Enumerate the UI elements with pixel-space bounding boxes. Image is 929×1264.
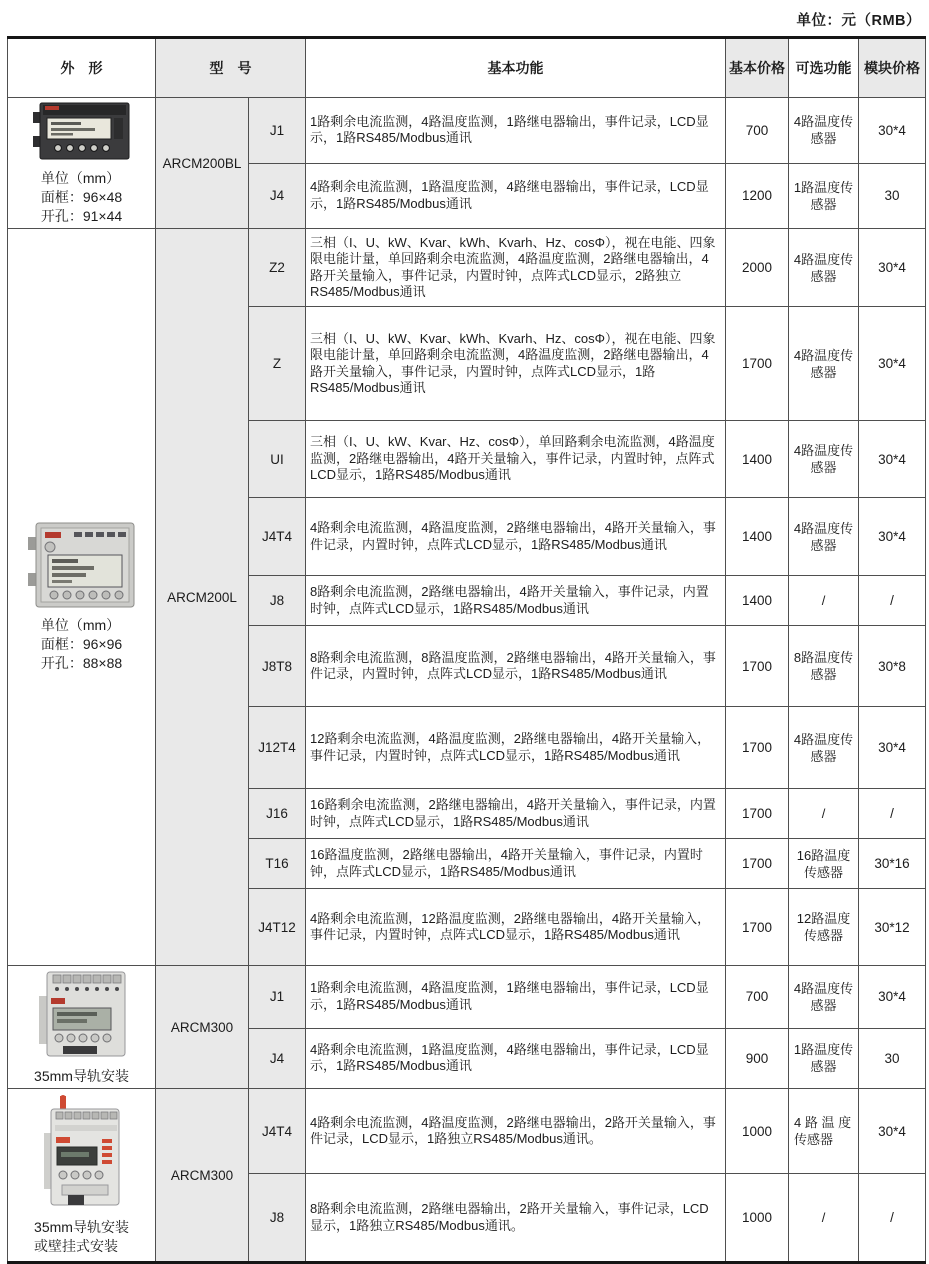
base-price-cell: 1700 [726, 307, 789, 421]
sub-model-cell: Z [249, 307, 306, 421]
base-price-cell: 1700 [726, 626, 789, 707]
table-row [8, 1089, 926, 1174]
header-optional: 可选功能 [789, 38, 859, 98]
module-price-cell: 30*4 [859, 1089, 926, 1174]
sub-model-cell: T16 [249, 839, 306, 889]
header-base-price: 基本价格 [726, 38, 789, 98]
functions-cell: 1路剩余电流监测，4路温度监测，1路继电器输出，事件记录，LCD显示，1路RS485/Modbus通讯 [306, 966, 726, 1029]
module-price-cell: 30 [859, 163, 926, 229]
sub-model-cell: J4 [249, 1028, 306, 1088]
optional-cell: / [789, 1174, 859, 1263]
table-row [8, 966, 926, 1029]
functions-cell: 16路剩余电流监测，2路继电器输出，4路开关量输入，事件记录，内置时钟，点阵式LCD显示，1路RS485/Modbus通讯 [306, 789, 726, 839]
table-row [8, 229, 926, 307]
module-price-cell: 30*4 [859, 307, 926, 421]
base-price-cell: 1700 [726, 707, 789, 789]
module-price-cell: 30*4 [859, 229, 926, 307]
functions-cell: 12路剩余电流监测，4路温度监测，2路继电器输出，4路开关量输入，事件记录，内置时钟，点阵式LCD显示，1路RS485/Modbus通讯 [306, 707, 726, 789]
optional-cell: 4路温度传感器 [789, 229, 859, 307]
header-module-price: 模块价格 [859, 38, 926, 98]
optional-cell: / [789, 576, 859, 626]
sub-model-cell: J4T12 [249, 889, 306, 966]
optional-cell: 4路温度传感器 [789, 421, 859, 498]
functions-cell: 8路剩余电流监测，2路继电器输出，2路开关量输入，事件记录，LCD显示，1路独立RS485/Modbus通讯。 [306, 1174, 726, 1263]
sub-model-cell: J8 [249, 1174, 306, 1263]
base-price-cell: 1700 [726, 839, 789, 889]
header-functions: 基本功能 [306, 38, 726, 98]
module-price-cell: 30*12 [859, 889, 926, 966]
module-price-cell: 30*8 [859, 626, 926, 707]
base-price-cell: 1700 [726, 789, 789, 839]
optional-cell: 12路温度传感器 [789, 889, 859, 966]
model-cell: ARCM200L [156, 229, 249, 966]
optional-cell: 16路温度传感器 [789, 839, 859, 889]
shape-caption: 单位（mm） 面框：96×48 开孔：91×44 [40, 170, 123, 224]
din-rail-module-antenna-image [38, 1095, 126, 1211]
functions-cell: 三相（I、U、kW、Kvar、Hz、cosΦ），单回路剩余电流监测，4路温度监测，2路继电器输出，4路开关量输入，事件记录，内置时钟，点阵式LCD显示，1路RS485/Modbus通讯 [306, 421, 726, 498]
base-price-cell: 2000 [726, 229, 789, 307]
base-price-cell: 1000 [726, 1174, 789, 1263]
model-cell: ARCM200BL [156, 98, 249, 229]
model-cell: ARCM300 [156, 966, 249, 1089]
panel-meter-horizontal-image [32, 100, 132, 162]
header-model: 型 号 [156, 38, 306, 98]
shape-cell [8, 1089, 156, 1263]
base-price-cell: 900 [726, 1028, 789, 1088]
module-price-cell: 30*4 [859, 966, 926, 1029]
shape-caption: 35mm导轨安装 [34, 1068, 129, 1084]
functions-cell: 8路剩余电流监测，8路温度监测，2路继电器输出，4路开关量输入，事件记录，内置时钟，点阵式LCD显示，1路RS485/Modbus通讯 [306, 626, 726, 707]
base-price-cell: 700 [726, 98, 789, 164]
base-price-cell: 1700 [726, 889, 789, 966]
base-price-cell: 1200 [726, 163, 789, 229]
din-rail-module-image [33, 968, 131, 1060]
optional-cell: 4 路 温 度 传感器 [789, 1089, 859, 1174]
module-price-cell: 30*4 [859, 707, 926, 789]
functions-cell: 三相（I、U、kW、Kvar、kWh、Kvarh、Hz、cosΦ），视在电能、四象限电能计量，单回路剩余电流监测，4路温度监测，2路继电器输出，4路开关量输入，事件记录，内置时钟，点阵式LCD显示，1路RS485/Modbus通讯 [306, 307, 726, 421]
module-price-cell: / [859, 576, 926, 626]
functions-cell: 4路剩余电流监测，4路温度监测，2路继电器输出，4路开关量输入，事件记录，内置时钟，点阵式LCD显示，1路RS485/Modbus通讯 [306, 498, 726, 576]
functions-cell: 1路剩余电流监测，4路温度监测，1路继电器输出，事件记录，LCD显示，1路RS485/Modbus通讯 [306, 98, 726, 164]
sub-model-cell: J16 [249, 789, 306, 839]
module-price-cell: 30*4 [859, 498, 926, 576]
functions-cell: 4路剩余电流监测，4路温度监测，2路继电器输出，2路开关量输入，事件记录，LCD显示，1路独立RS485/Modbus通讯。 [306, 1089, 726, 1174]
functions-cell: 16路温度监测，2路继电器输出，4路开关量输入，事件记录，内置时钟，点阵式LCD显示，1路RS485/Modbus通讯 [306, 839, 726, 889]
header-row [8, 38, 926, 98]
shape-cell [8, 98, 156, 229]
optional-cell: 4路温度传感器 [789, 707, 859, 789]
module-price-cell: / [859, 1174, 926, 1263]
shape-caption: 35mm导轨安装 或壁挂式安装 [34, 1218, 129, 1254]
sub-model-cell: J1 [249, 98, 306, 164]
sub-model-cell: J8T8 [249, 626, 306, 707]
panel-meter-square-image [26, 521, 138, 609]
optional-cell: 4路温度传感器 [789, 98, 859, 164]
base-price-cell: 1000 [726, 1089, 789, 1174]
module-price-cell: 30*4 [859, 421, 926, 498]
sub-model-cell: J1 [249, 966, 306, 1029]
sub-model-cell: Z2 [249, 229, 306, 307]
module-price-cell: 30*16 [859, 839, 926, 889]
optional-cell: 1路温度传感器 [789, 1028, 859, 1088]
sub-model-cell: J8 [249, 576, 306, 626]
sub-model-cell: J4T4 [249, 1089, 306, 1174]
module-price-cell: / [859, 789, 926, 839]
sub-model-cell: J12T4 [249, 707, 306, 789]
table-row [8, 98, 926, 164]
shape-caption: 单位（mm） 面框：96×96 开孔：88×88 [40, 617, 123, 671]
base-price-cell: 1400 [726, 576, 789, 626]
shape-cell [8, 966, 156, 1089]
functions-cell: 4路剩余电流监测，1路温度监测，4路继电器输出，事件记录，LCD显示，1路RS485/Modbus通讯 [306, 163, 726, 229]
optional-cell: 4路温度传感器 [789, 498, 859, 576]
base-price-cell: 1400 [726, 421, 789, 498]
optional-cell: / [789, 789, 859, 839]
base-price-cell: 1400 [726, 498, 789, 576]
optional-cell: 1路温度传感器 [789, 163, 859, 229]
functions-cell: 8路剩余电流监测，2路继电器输出，4路开关量输入，事件记录，内置时钟，点阵式LCD显示，1路RS485/Modbus通讯 [306, 576, 726, 626]
optional-cell: 4路温度传感器 [789, 307, 859, 421]
header-shape: 外 形 [8, 38, 156, 98]
sub-model-cell: J4 [249, 163, 306, 229]
optional-cell: 4路温度传感器 [789, 966, 859, 1029]
product-spec-table [7, 36, 926, 1264]
model-cell: ARCM300 [156, 1089, 249, 1263]
optional-cell: 8路温度传感器 [789, 626, 859, 707]
functions-cell: 4路剩余电流监测，1路温度监测，4路继电器输出，事件记录，LCD显示，1路RS485/Modbus通讯 [306, 1028, 726, 1088]
shape-cell [8, 229, 156, 966]
functions-cell: 三相（I、U、kW、Kvar、kWh、Kvarh、Hz、cosΦ），视在电能、四象限电能计量，单回路剩余电流监测，4路温度监测，2路继电器输出，4路开关量输入，事件记录，内置时钟，点阵式LCD显示，2路独立RS485/Modbus通讯 [306, 229, 726, 307]
module-price-cell: 30*4 [859, 98, 926, 164]
sub-model-cell: UI [249, 421, 306, 498]
module-price-cell: 30 [859, 1028, 926, 1088]
base-price-cell: 700 [726, 966, 789, 1029]
sub-model-cell: J4T4 [249, 498, 306, 576]
functions-cell: 4路剩余电流监测，12路温度监测，2路继电器输出，4路开关量输入，事件记录，内置时钟，点阵式LCD显示，1路RS485/Modbus通讯 [306, 889, 726, 966]
unit-label: 单位：元（RMB） [796, 13, 921, 29]
